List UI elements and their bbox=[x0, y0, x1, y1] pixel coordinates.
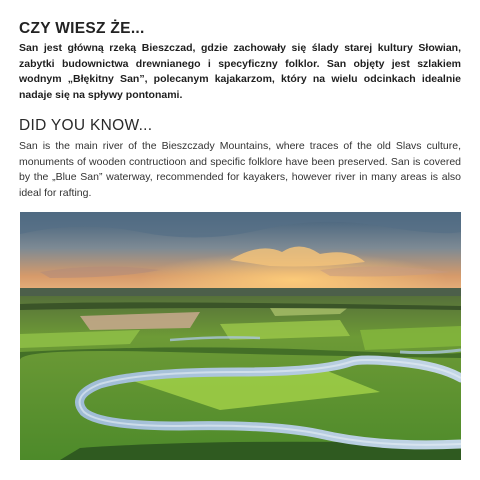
river-landscape-illustration bbox=[20, 212, 461, 460]
english-paragraph: San is the main river of the Bieszczady Mountains, where traces of the old Slavs culture, monuments of wooden contructioon and specific folklore have been preserved. San is covered by the „Blue San” waterway, recommended for kayakers, however river in many areas is also ideal for rafting. bbox=[19, 140, 461, 199]
polish-paragraph: San jest główną rzeką Bieszczad, gdzie zachowały się ślady starej kultury Słowian, zabytki budownictwa drewnianego i specyficzny folklor. San objęty jest szlakiem wodnym „Błękitny San”, polecanym kajakarzom, który na wielu odcinkach idealnie nadaje się na spływy pontonami. bbox=[19, 42, 461, 101]
english-heading: DID YOU KNOW... bbox=[19, 117, 153, 134]
page-content bbox=[19, 20, 461, 201]
polish-heading: CZY WIESZ ŻE... bbox=[19, 20, 145, 37]
river-landscape-photo bbox=[20, 212, 461, 460]
field bbox=[360, 326, 461, 350]
